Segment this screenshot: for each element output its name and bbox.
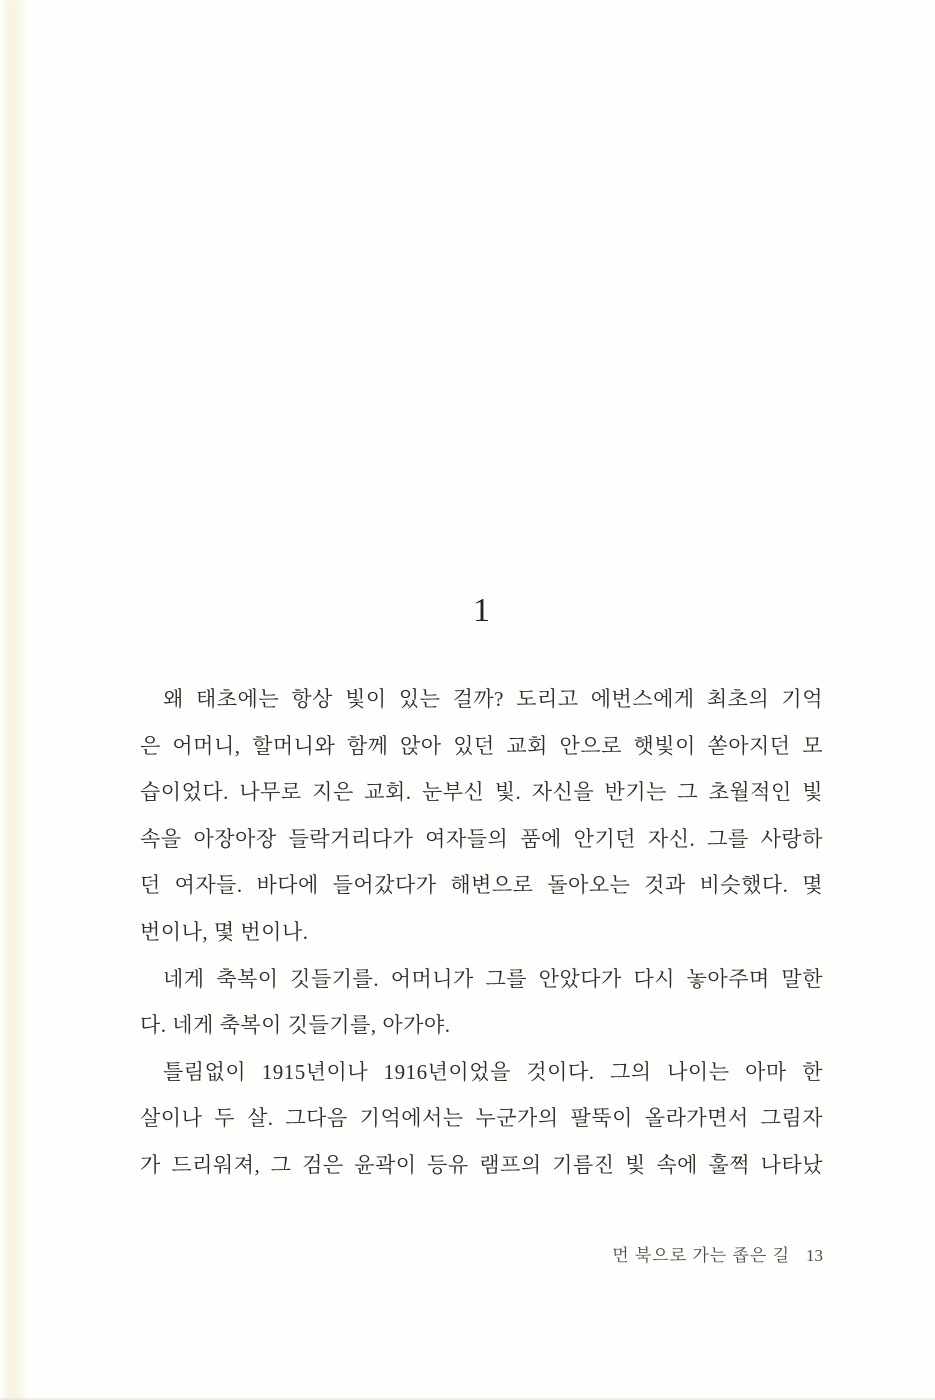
body-text-line: 살이나 두 살. 그다음 기억에서는 누군가의 팔뚝이 올라가면서 그림자 xyxy=(140,1106,823,1131)
page-number: 13 xyxy=(806,1246,823,1265)
body-text-line: 네게 축복이 깃들기를. 어머니가 그를 안았다가 다시 놓아주며 말한 xyxy=(163,966,823,991)
page-footer xyxy=(0,1241,823,1266)
body-text-line: 던 여자들. 바다에 들어갔다가 해변으로 돌아오는 것과 비슷했다. 몇 xyxy=(140,873,823,898)
body-text xyxy=(140,676,823,1189)
chapter-number: 1 xyxy=(473,592,490,629)
body-text-line: 습이었다. 나무로 지은 교회. 눈부신 빛. 자신을 반기는 그 초월적인 빛 xyxy=(140,780,823,805)
body-text-line: 은 어머니, 할머니와 함께 앉아 있던 교회 안으로 햇빛이 쏟아지던 모 xyxy=(140,733,823,758)
body-text-line: 가 드리워져, 그 검은 윤곽이 등유 램프의 기름진 빛 속에 훌쩍 나타났 xyxy=(140,1152,823,1177)
body-text-line: 왜 태초에는 항상 빛이 있는 걸까? 도리고 에번스에게 최초의 기억 xyxy=(163,687,823,711)
body-text-line: 속을 아장아장 들락거리다가 여자들의 품에 안기던 자신. 그를 사랑하 xyxy=(140,826,823,851)
body-text-line: 틀림없이 1915년이나 1916년이었을 것이다. 그의 나이는 아마 한 xyxy=(163,1059,823,1084)
running-title: 먼 북으로 가는 좁은 길 xyxy=(612,1246,790,1265)
scan-gutter-shading xyxy=(2,0,28,1400)
body-text-line: 다. 네게 축복이 깃들기를, 아가야. xyxy=(140,1013,451,1038)
body-text-line: 번이나, 몇 번이나. xyxy=(140,919,309,944)
